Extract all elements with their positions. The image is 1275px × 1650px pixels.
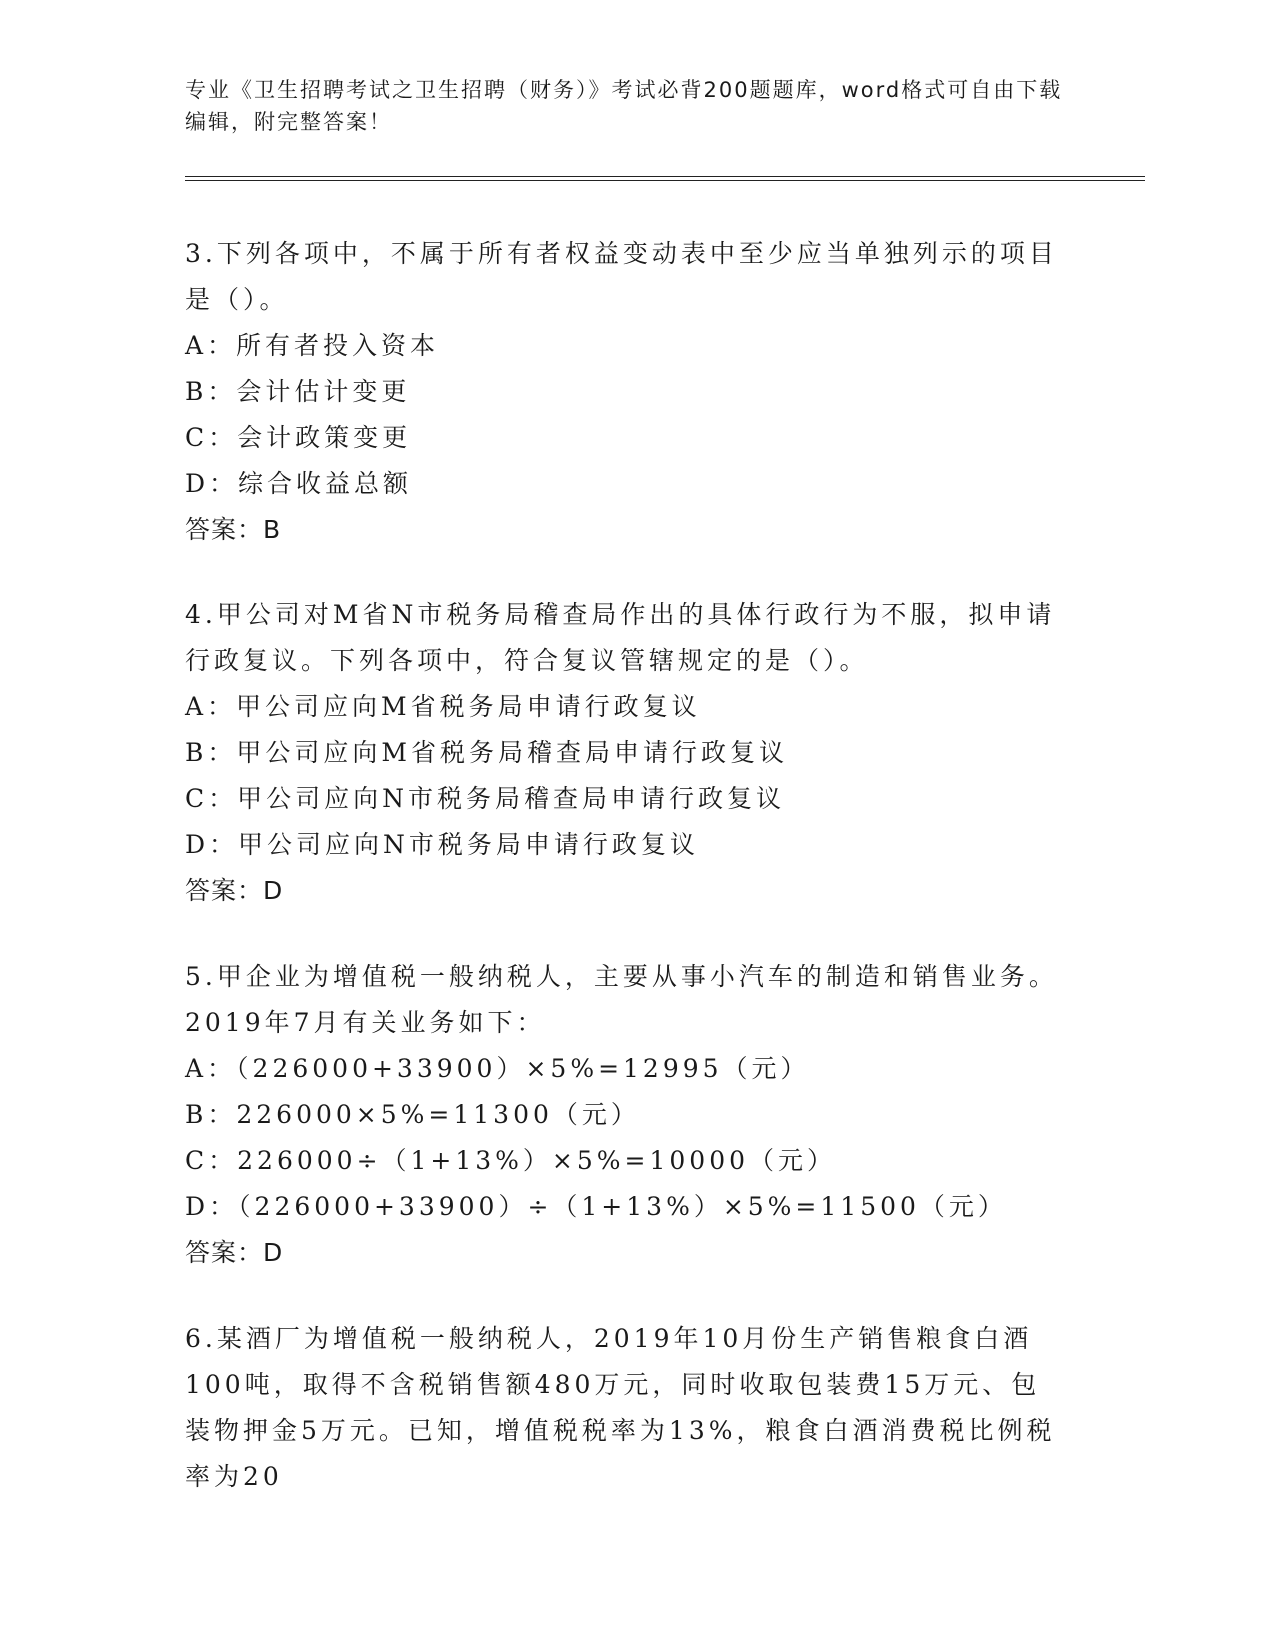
question-stem: 6.某酒厂为增值税一般纳税人，2019年10月份生产销售粮食白酒100吨，取得不含税销售额480万元，同时收取包装费15万元、包装物押金5万元。已知，增值税税率为13%，粮食白酒消费税比例税率为20 (185, 1324, 1056, 1491)
question-stem: 5.甲企业为增值税一般纳税人，主要从事小汽车的制造和销售业务。2019年7月有关业务如下： (185, 962, 1058, 1037)
document-header: 专业《卫生招聘考试之卫生招聘（财务）》考试必背200题题库，word格式可自由下载编辑，附完整答案！ (185, 78, 1063, 134)
question-stem: 4.甲公司对M省N市税务局稽查局作出的具体行政行为不服，拟申请行政复议。下列各项中，符合复议管辖规定的是（）。 (185, 600, 1056, 675)
option-d: D：甲公司应向N市税务局申请行政复议 (185, 830, 699, 859)
option-a: A：甲公司应向M省税务局申请行政复议 (185, 692, 701, 721)
question-6 (185, 1316, 1065, 1500)
question-5 (185, 954, 1075, 1276)
question-4 (185, 592, 1075, 914)
option-c: C：甲公司应向N市税务局稽查局申请行政复议 (185, 784, 786, 813)
option-c: C：226000÷（1+13%）×5%=10000（元） (185, 1146, 837, 1175)
option-b: B：甲公司应向M省税务局稽查局申请行政复议 (185, 738, 788, 767)
option-d: D：（226000+33900）÷（1+13%）×5%=11500（元） (185, 1192, 1007, 1221)
answer: 答案：D (185, 876, 284, 905)
option-a: A：（226000+33900）×5%=12995（元） (185, 1054, 810, 1083)
option-b: B：会计估计变更 (185, 377, 411, 406)
header-divider (185, 176, 1145, 181)
option-d: D：综合收益总额 (185, 469, 413, 498)
option-b: B：226000×5%=11300（元） (185, 1100, 640, 1129)
option-a: A：所有者投入资本 (185, 331, 440, 360)
answer: 答案：D (185, 1238, 284, 1267)
question-stem: 3.下列各项中，不属于所有者权益变动表中至少应当单独列示的项目是（）。 (185, 239, 1058, 314)
option-c: C：会计政策变更 (185, 423, 412, 452)
question-3 (185, 231, 1075, 553)
answer: 答案：B (185, 515, 282, 544)
